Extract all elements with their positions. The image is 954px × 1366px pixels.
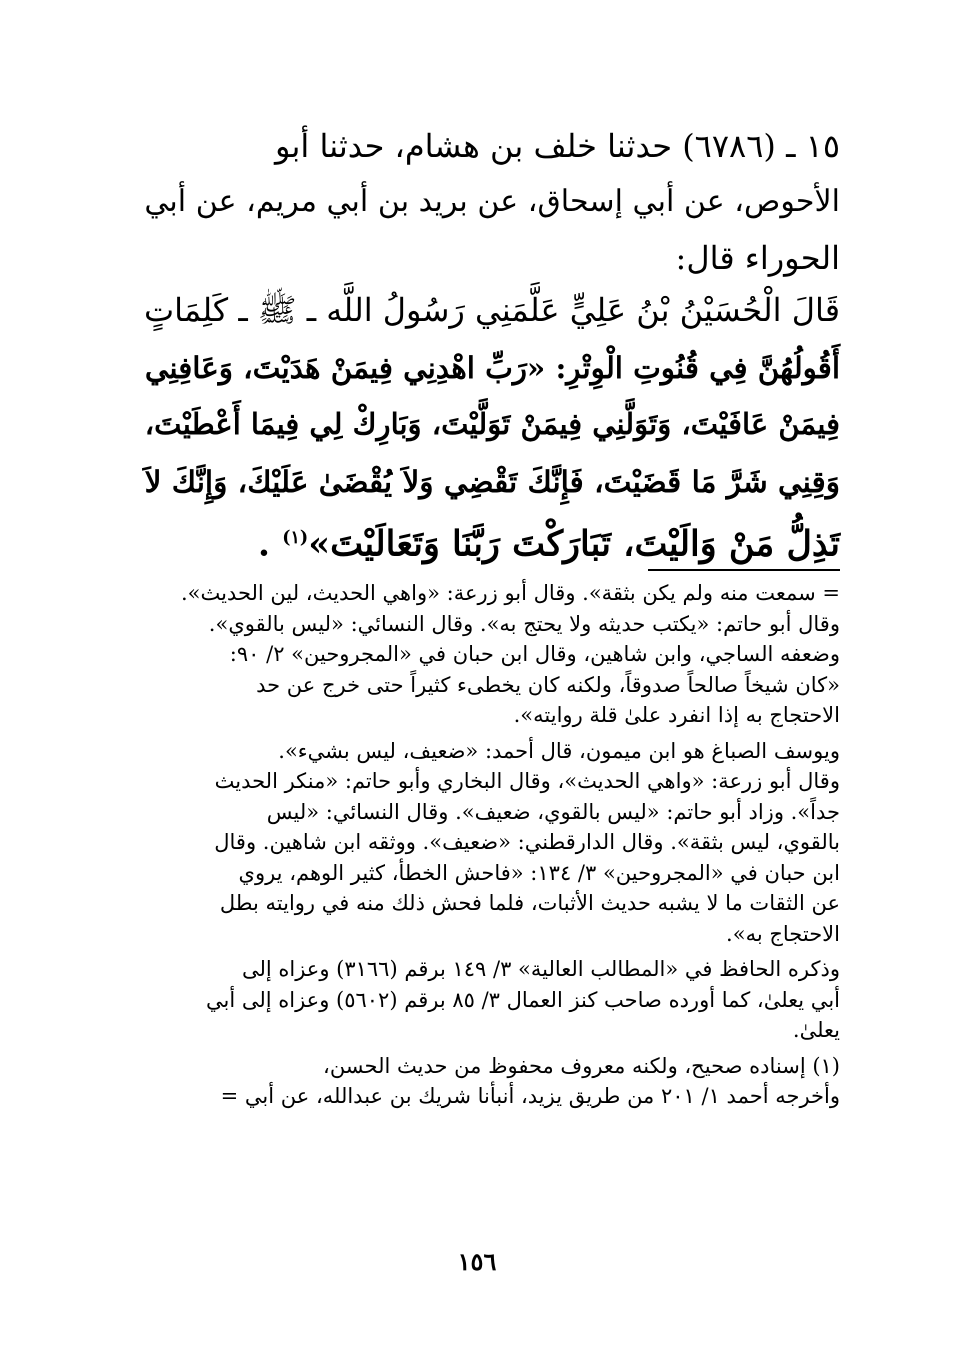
isnad-line: الأحوص، عن أبي إسحاق، عن بريد بن أبي مريم، عن أبي bbox=[144, 184, 840, 219]
hadith-matn bbox=[130, 282, 840, 573]
footnote-line: = سمعت منه ولم يكن بثقة». وقال أبو زرعة: «واهي الحديث، لين الحديث». bbox=[180, 581, 840, 605]
footnote-separator bbox=[648, 569, 840, 571]
footnote-line: الاحتجاج به». bbox=[726, 921, 840, 946]
matn-line: فِيمَنْ عَافَيْتَ، وَتَوَلَّنِي فِيمَنْ تَوَلَّيْتَ، وَبَارِكْ لِي فِيمَا أَعْطَيْتَ، bbox=[144, 407, 840, 441]
matn-line-last bbox=[130, 510, 840, 573]
footnote-line: (١) إسناده صحيح، ولكنه معروف محفوظ من حديث الحسن، bbox=[323, 1053, 840, 1078]
footnote-line: بالقوي، ليس بثقة». وقال الدارقطني: «ضعيف». ووثقه ابن شاهين. وقال bbox=[214, 830, 840, 854]
footnote-line: وضعفه الساجي، وابن شاهين، وقال ابن حبان في «المجروحين» ٢/ ٩٠: bbox=[229, 642, 840, 666]
matn-line: قَالَ الْحُسَيْنُ بْنُ عَلِيٍّ عَلَّمَنِي رَسُولُ اللَّه ـ ﷺ ـ كَلِمَاتٍ bbox=[143, 291, 840, 329]
footnote-line: عن الثقات ما لا يشبه حديث الأثبات، فلما فحش ذلك منه في روايته بطل bbox=[219, 891, 840, 915]
matn-line-text: تَذِلُّ مَنْ وَالَيْتَ، تَبَارَكْتَ رَبَّنَا وَتَعَالَيْتَ» bbox=[308, 523, 840, 565]
isnad-line: ١٥ ـ (٦٧٨٦) حدثنا خلف بن هشام، حدثنا أبو bbox=[274, 127, 840, 165]
footnote-line: جداً». وزاد أبو حاتم: «ليس بالقوي، ضعيف». وقال النسائي: «ليس bbox=[266, 799, 840, 824]
footnote-paragraph bbox=[130, 954, 840, 1046]
footnotes bbox=[130, 578, 840, 1112]
footnote-paragraph bbox=[130, 1051, 840, 1112]
page-number: ١٥٦ bbox=[457, 1247, 497, 1276]
footnote-reference: (١) bbox=[282, 528, 309, 548]
footnote-line: أبي يعلىٰ، كما أورده صاحب كنز العمال ٣/ ٨٥ برقم (٥٦٠٢) وعزاه إلى أبي bbox=[205, 987, 840, 1012]
footnote-line: الاحتجاج به إذا انفرد علىٰ قلة روايته». bbox=[513, 703, 840, 727]
footnote-paragraph bbox=[130, 578, 840, 731]
matn-line: وَقِنِي شَرَّ مَا قَضَيْتَ، فَإِنَّكَ تَقْضِي وَلاَ يُقْضَىٰ عَلَيْكَ، وَإِنَّكَ لاَ bbox=[144, 464, 840, 499]
footnote-paragraph bbox=[130, 736, 840, 950]
footnote-line: ابن حبان في «المجروحين» ٣/ ١٣٤: «فاحش الخطأ، كثير الوهم، يروي bbox=[238, 860, 840, 885]
footnote-line: «كان شيخاً صالحاً صدوقاً، ولكنه كان يخطىء كثيراً حتى خرج عن حد bbox=[256, 672, 840, 697]
isnad-line: الحوراء قال: bbox=[675, 239, 840, 277]
footnote-line: وذكره الحافظ في «المطالب العالية» ٣/ ١٤٩ برقم (٣١٦٦) وعزاه إلى bbox=[241, 957, 840, 981]
hadith-isnad bbox=[130, 118, 840, 286]
end-punctuation: . bbox=[257, 523, 271, 565]
footnote-line: وقال أبو زرعة: «واهي الحديث»، وقال البخاري وأبو حاتم: «منكر الحديث bbox=[214, 769, 840, 793]
footnote-line: وأخرجه أحمد ١/ ٢٠١ من طريق يزيد، أنبأنا شريك بن عبدالله، عن أبي = bbox=[220, 1084, 840, 1108]
footnote-line: ويوسف الصباغ هو ابن ميمون، قال أحمد: «ضعيف، ليس بشيء». bbox=[278, 738, 840, 763]
matn-line: أَقُولُهُنَّ فِي قُنُوتِ الْوِتْرِ: «رَبِّ اهْدِنِي فِيمَنْ هَدَيْتَ، وَعَافِنِي bbox=[144, 350, 840, 385]
footnote-line: يعلىٰ. bbox=[792, 1018, 840, 1042]
footnote-line: وقال أبو حاتم: «يكتب حديثه ولا يحتج به». وقال النسائي: «ليس بالقوي». bbox=[208, 611, 840, 636]
